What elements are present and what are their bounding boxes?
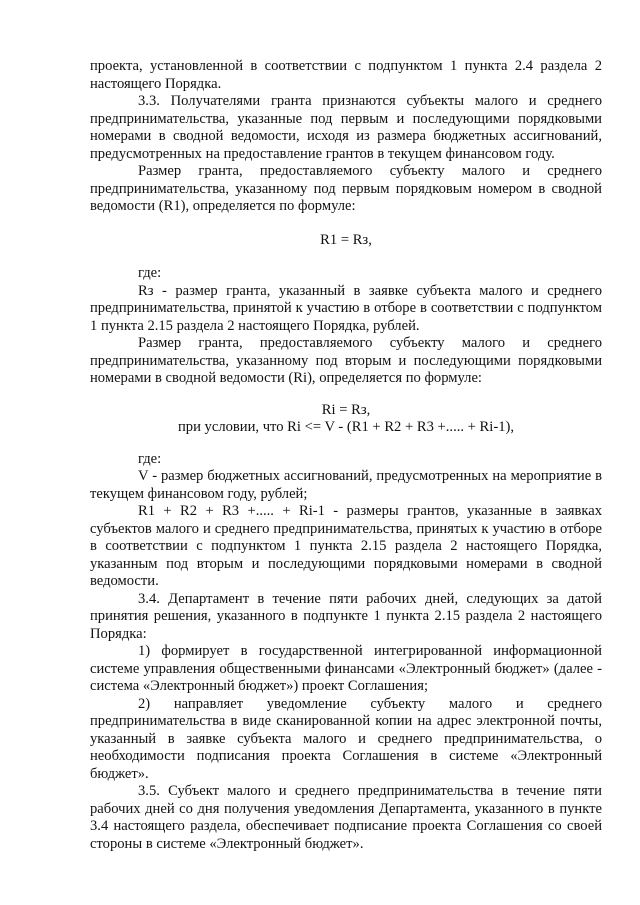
- formula-r1: R1 = Rз,: [320, 231, 372, 248]
- where-label-2: где:: [138, 450, 162, 467]
- paragraph-grant-size-r1: Размер гранта, предоставляемого субъекту малого и среднего предпринимательства, указанному под первым порядковым номером в сводной ведомости (R1), определяется по формуле:: [90, 163, 602, 214]
- paragraph-rz-definition: Rз - размер гранта, указанный в заявке субъекта малого и среднего предпринимательства, принятой к участию в отборе в соответствии с подпунктом 1 пункта 2.15 раздела 2 настоящего Порядка, рублей.: [90, 282, 602, 334]
- formula-ri: Ri = Rз,: [321, 401, 371, 418]
- paragraph-3-4: 3.4. Департамент в течение пяти рабочих дней, следующих за датой принятия решения, указанного в подпункте 1 пункта 2.15 раздела 2 настоящего Порядка:: [90, 590, 602, 642]
- paragraph-3-4-item-1: 1) формирует в государственной интегрированной информационной системе управления общественными финансами «Электронный бюджет» (далее - система «Электронный бюджет») проект Соглашения;: [90, 643, 602, 694]
- paragraph-3-4-item-2: 2) направляет уведомление субъекту малого и среднего предпринимательства в виде сканированной копии на адрес электронной почты, указанный в заявке субъекта малого и среднего предпринимательства, о необходимости подписания проекта Соглашения в системе «Электронный бюджет».: [90, 695, 602, 782]
- formula-ri-condition: при условии, что Ri <= V - (R1 + R2 + R3 +..... + Ri-1),: [177, 419, 515, 435]
- document-body: [90, 58, 602, 853]
- paragraph-r-sum-definition: R1 + R2 + R3 +..... + Ri-1 - размеры грантов, указанные в заявках субъектов малого и среднего предпринимательства, принятых к участию в отборе в соответствии с подпунктом 1 пункта 2.15 раздела 2 настоящего Порядка, указанным под вторым и последующими порядковыми номерами в сводной ведомости.: [90, 503, 602, 589]
- paragraph-continuation: проекта, установленной в соответствии с подпунктом 1 пункта 2.4 раздела 2 настоящего Порядка.: [90, 58, 602, 92]
- paragraph-grant-size-ri: Размер гранта, предоставляемого субъекту малого и среднего предпринимательства, указанному под вторым и последующими порядковыми номерами в сводной ведомости (Ri), определяется по формуле:: [90, 335, 602, 386]
- paragraph-3-3: 3.3. Получателями гранта признаются субъекты малого и среднего предпринимательства, указанные под первым и последующими порядковыми номерами в сводной ведомости, исходя из размера бюджетных ассигнований, предусмотренных на предоставление грантов в текущем финансовом году.: [90, 93, 602, 162]
- paragraph-3-5: 3.5. Субъект малого и среднего предпринимательства в течение пяти рабочих дней со дня получения уведомления Департамента, указанного в пункте 3.4 настоящего раздела, обеспечивает подписание проекта Соглашения со своей стороны в системе «Электронный бюджет».: [90, 783, 602, 852]
- where-label-1: где:: [138, 265, 162, 281]
- paragraph-v-definition: V - размер бюджетных ассигнований, предусмотренных на мероприятие в текущем финансовом году, рублей;: [90, 468, 602, 502]
